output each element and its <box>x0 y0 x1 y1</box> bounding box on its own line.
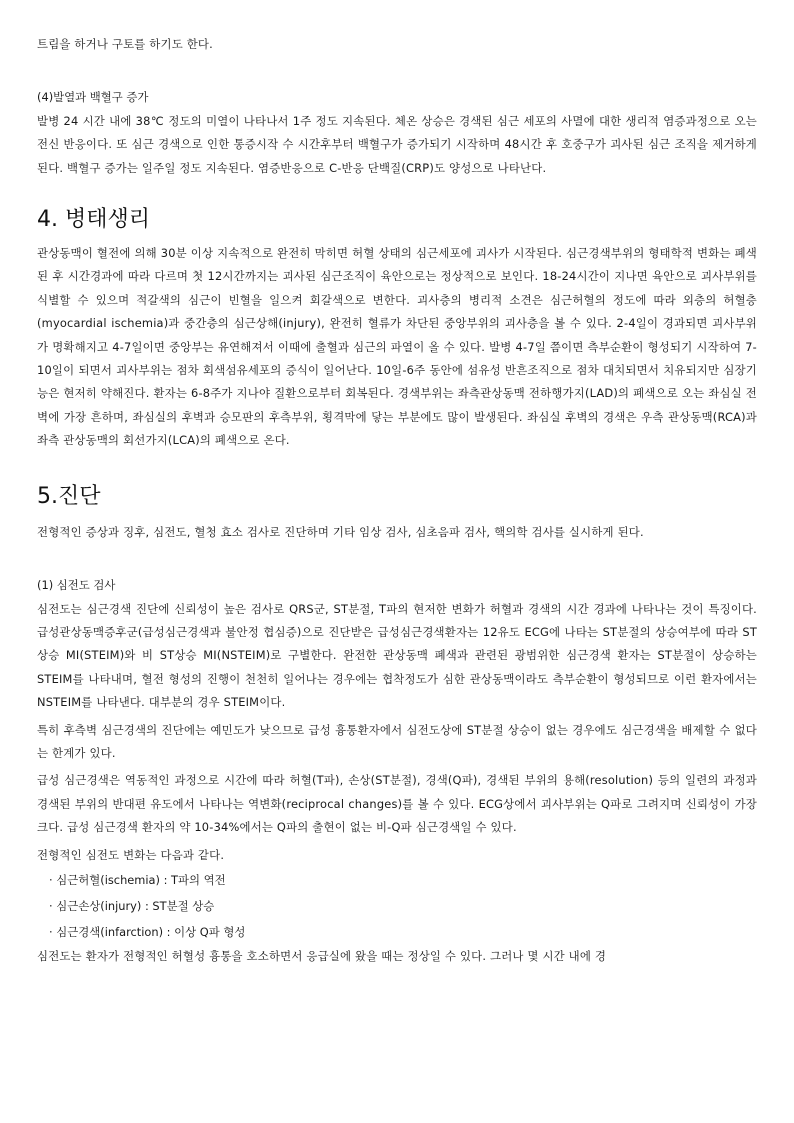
fever-heading: (4)발열과 백혈구 증가 <box>37 90 149 105</box>
section-4-paragraph: 관상동맥이 혈전에 의해 30분 이상 지속적으로 완전히 막히면 허혈 상태의 심근세포에 괴사가 시작된다. 심근경색부위의 형태학적 변화는 폐색된 후 시간경과에 따라 다르며 첫 12시간까지는 괴사된 심근조직이 육안으로는 정상적으로 보인다. 18-24시간이 지나면 육안으로 괴사부위를 식별할 수 있으며 적갈색의 심근이 빈혈을 일으켜 회갈색으로 변한다. 괴사층의 병리적 소견은 심근허혈의 정도에 따라 외층의 허혈층(myocardial ischemia)과 중간층의 심근상해(injury), 완전히 혈류가 차단된 중앙부위의 괴사층을 볼 수 있다. 2-4일이 경과되면 괴사부위가 명확해지고 4-7일이면 중앙부는 유연해져서 이때에 출혈과 심근의 파열이 올 수 있다. 발병 4-7일 쯤이면 측부순환이 형성되기 시작하여 7-10일이 되면서 괴사부위는 점차 회색섬유세포의 증식이 일어난다. 10일-6주 동안에 섬유성 반흔조직으로 점차 대치되면서 치유되지만 심장기능은 현저히 약해진다. 환자는 6-8주가 지나야 질환으로부터 회복된다. 경색부위는 좌측관상동맥 전하행가지(LAD)의 폐색으로 오는 좌심실 전벽에 가장 흔하며, 좌심실의 후벽과 승모판의 후측부위, 횡격막에 닿는 부분에도 많이 발생된다. 좌심실 후벽의 경색은 우측 관상동맥(RCA)과 좌측 관상동맥의 회선가지(LCA)의 폐색으로 온다. <box>37 246 757 448</box>
document-page <box>37 33 757 968</box>
ecg-paragraph-3: 급성 심근경색은 역동적인 과정으로 시간에 따라 허혈(T파), 손상(ST분절), 경색(Q파), 경색된 부위의 용해(resolution) 등의 일련의 과정과 경색된 부위의 반대편 유도에서 나타나는 역변화(reciprocal changes)를 볼 수 있다. ECG상에서 괴사부위는 Q파로 그려지며 신뢰성이 가장 크다. 급성 심근경색 환자의 약 10-34%에서는 Q파의 출현이 없는 비-Q파 심근경색일 수 있다. <box>37 773 757 835</box>
section-4-title: 4. 병태생리 <box>37 207 150 233</box>
ecg-paragraph-5: 심전도는 환자가 전형적인 허혈성 흉통을 호소하면서 응급실에 왔을 때는 정상일 수 있다. 그러나 몇 시간 내에 경 <box>37 948 607 963</box>
spacer <box>37 544 757 574</box>
ecg-heading: (1) 심전도 검사 <box>37 578 116 593</box>
list-item: · 심근경색(infarction) : 이상 Q파 형성 <box>37 919 757 945</box>
spacer <box>37 56 757 86</box>
fever-paragraph: 발병 24 시간 내에 38℃ 정도의 미열이 나타나서 1주 정도 지속된다. 체온 상승은 경색된 심근 세포의 사멸에 대한 생리적 염증과정으로 오는 전신 반응이다. 또 심근 경색으로 인한 통증시작 수 시간후부터 백혈구가 증가되기 시작하며 48시간 후 호중구가 괴사된 심근 조직을 제거하게 된다. 백혈구 증가는 일주일 정도 지속된다. 염증반응으로 C-반응 단백질(CRP)도 양성으로 나타난다. <box>37 113 757 175</box>
ecg-paragraph-1: 심전도는 심근경색 진단에 신뢰성이 높은 검사로 QRS군, ST분절, T파의 현저한 변화가 허혈과 경색의 시간 경과에 나타나는 것이 특징이다. 급성관상동맥증후군(급성심근경색과 불안정 협심증)으로 진단받은 급성심근경색환자는 12유도 ECG에 나타는 ST분절의 상승여부에 따라 ST상승 MI(STEIM)와 비 ST상승 MI(NSTEIM)로 구별한다. 완전한 관상동맥 폐색과 관련된 광범위한 심근경색 환자는 ST분절이 상승하는 STEIM를 나타내며, 혈전 형성의 진행이 천천히 일어나는 경우에는 협착정도가 심한 관상동맥이라도 측부순환이 형성되므로 이런 환자에서는 NSTEIM를 나타낸다. 대부분의 경우 STEIM이다. <box>37 601 757 710</box>
intro-line: 트림을 하거나 구토를 하기도 한다. <box>37 37 213 51</box>
list-item: · 심근손상(injury) : ST분절 상승 <box>37 893 757 919</box>
ecg-change-list <box>37 867 757 945</box>
section-5-title: 5.진단 <box>37 483 101 509</box>
section-5-intro: 전형적인 증상과 징후, 심전도, 혈청 효소 검사로 진단하며 기타 임상 검사, 심초음파 검사, 핵의학 검사를 실시하게 된다. <box>37 524 644 539</box>
list-item: · 심근허혈(ischemia) : T파의 역전 <box>37 867 757 893</box>
ecg-paragraph-2: 특히 후측벽 심근경색의 진단에는 예민도가 낮으므로 급성 흉통환자에서 심전도상에 ST분절 상승이 없는 경우에도 심근경색을 배제할 수 없다는 한계가 있다. <box>37 722 757 760</box>
ecg-paragraph-4: 전형적인 심전도 변화는 다음과 같다. <box>37 847 225 862</box>
